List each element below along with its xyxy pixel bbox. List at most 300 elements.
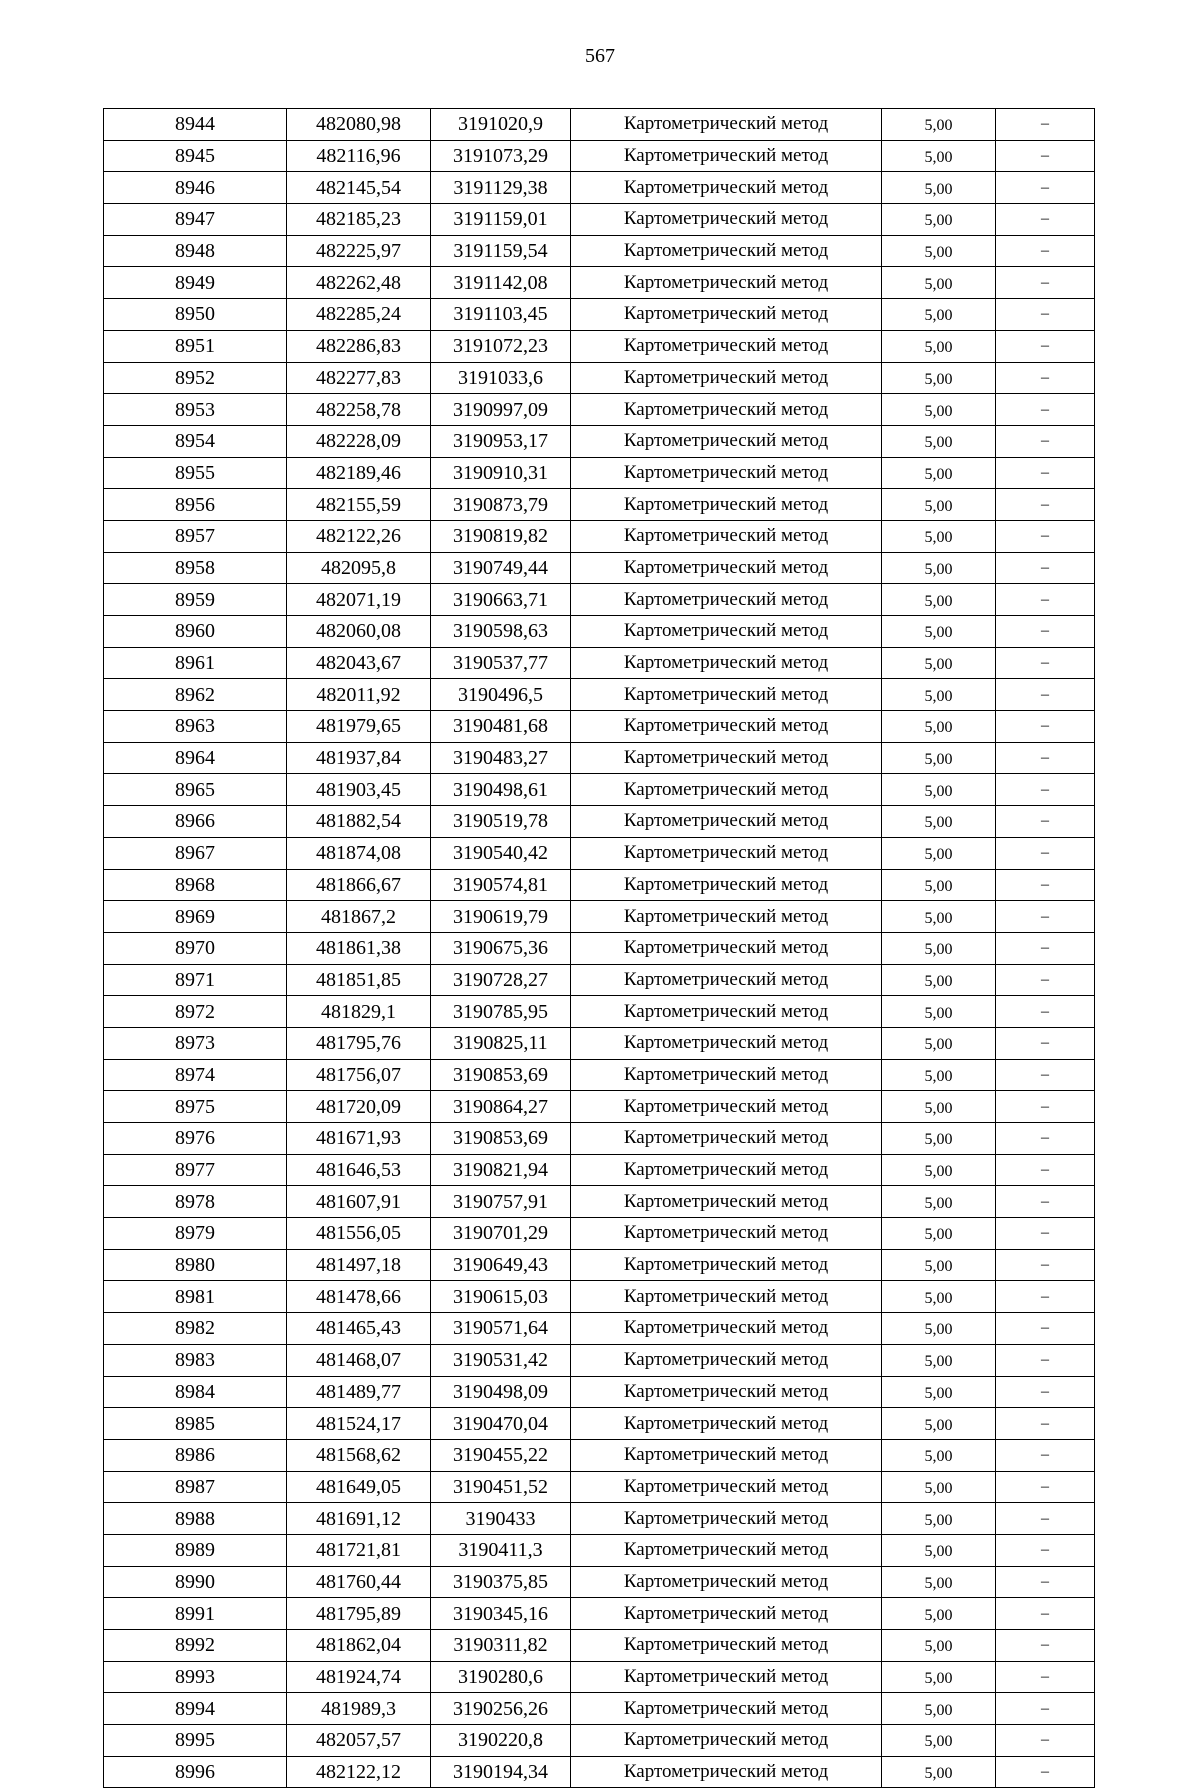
table-row [104, 1630, 1095, 1662]
note-cell: – [996, 1249, 1095, 1281]
point-number-cell: 8944 [104, 109, 287, 141]
note-cell: – [996, 520, 1095, 552]
y-coordinate-cell: 3190451,52 [431, 1471, 571, 1503]
y-coordinate-cell: 3190455,22 [431, 1439, 571, 1471]
x-coordinate-cell: 481568,62 [287, 1439, 431, 1471]
point-number-cell: 8965 [104, 774, 287, 806]
point-number-cell: 8962 [104, 679, 287, 711]
accuracy-cell: 5,00 [882, 1756, 996, 1788]
note-cell: – [996, 1471, 1095, 1503]
table-row [104, 140, 1095, 172]
accuracy-cell: 5,00 [882, 1154, 996, 1186]
method-cell: Картометрический метод [571, 1376, 882, 1408]
table-row [104, 267, 1095, 299]
table-row [104, 1154, 1095, 1186]
y-coordinate-cell: 3190749,44 [431, 552, 571, 584]
x-coordinate-cell: 481903,45 [287, 774, 431, 806]
accuracy-cell: 5,00 [882, 330, 996, 362]
note-cell: – [996, 1376, 1095, 1408]
y-coordinate-cell: 3190411,3 [431, 1534, 571, 1566]
note-cell: – [996, 172, 1095, 204]
note-cell: – [996, 1186, 1095, 1218]
method-cell: Картометрический метод [571, 394, 882, 426]
table-row [104, 1123, 1095, 1155]
accuracy-cell: 5,00 [882, 140, 996, 172]
x-coordinate-cell: 481829,1 [287, 996, 431, 1028]
y-coordinate-cell: 3191142,08 [431, 267, 571, 299]
note-cell: – [996, 394, 1095, 426]
x-coordinate-cell: 482258,78 [287, 394, 431, 426]
x-coordinate-cell: 481465,43 [287, 1313, 431, 1345]
note-cell: – [996, 330, 1095, 362]
accuracy-cell: 5,00 [882, 1091, 996, 1123]
accuracy-cell: 5,00 [882, 1566, 996, 1598]
table-row [104, 742, 1095, 774]
x-coordinate-cell: 481937,84 [287, 742, 431, 774]
method-cell: Картометрический метод [571, 1756, 882, 1788]
note-cell: – [996, 299, 1095, 331]
method-cell: Картометрический метод [571, 1249, 882, 1281]
table-row [104, 109, 1095, 141]
method-cell: Картометрический метод [571, 1661, 882, 1693]
x-coordinate-cell: 482185,23 [287, 204, 431, 236]
point-number-cell: 8996 [104, 1756, 287, 1788]
accuracy-cell: 5,00 [882, 1059, 996, 1091]
x-coordinate-cell: 482262,48 [287, 267, 431, 299]
accuracy-cell: 5,00 [882, 489, 996, 521]
point-number-cell: 8951 [104, 330, 287, 362]
note-cell: – [996, 457, 1095, 489]
x-coordinate-cell: 481862,04 [287, 1630, 431, 1662]
x-coordinate-cell: 482189,46 [287, 457, 431, 489]
x-coordinate-cell: 481556,05 [287, 1218, 431, 1250]
y-coordinate-cell: 3190825,11 [431, 1027, 571, 1059]
accuracy-cell: 5,00 [882, 616, 996, 648]
table-row [104, 1756, 1095, 1788]
coordinates-table [103, 108, 1095, 1788]
table-row [104, 837, 1095, 869]
method-cell: Картометрический метод [571, 1439, 882, 1471]
method-cell: Картометрический метод [571, 330, 882, 362]
x-coordinate-cell: 482122,26 [287, 520, 431, 552]
x-coordinate-cell: 481607,91 [287, 1186, 431, 1218]
x-coordinate-cell: 482057,57 [287, 1725, 431, 1757]
note-cell: – [996, 140, 1095, 172]
y-coordinate-cell: 3190519,78 [431, 806, 571, 838]
point-number-cell: 8959 [104, 584, 287, 616]
y-coordinate-cell: 3190433 [431, 1503, 571, 1535]
point-number-cell: 8984 [104, 1376, 287, 1408]
y-coordinate-cell: 3191033,6 [431, 362, 571, 394]
point-number-cell: 8950 [104, 299, 287, 331]
point-number-cell: 8973 [104, 1027, 287, 1059]
table-row [104, 1059, 1095, 1091]
point-number-cell: 8964 [104, 742, 287, 774]
point-number-cell: 8970 [104, 932, 287, 964]
accuracy-cell: 5,00 [882, 520, 996, 552]
note-cell: – [996, 901, 1095, 933]
accuracy-cell: 5,00 [882, 1218, 996, 1250]
point-number-cell: 8990 [104, 1566, 287, 1598]
x-coordinate-cell: 481721,81 [287, 1534, 431, 1566]
x-coordinate-cell: 481795,76 [287, 1027, 431, 1059]
table-row [104, 204, 1095, 236]
table-row [104, 299, 1095, 331]
y-coordinate-cell: 3191159,01 [431, 204, 571, 236]
point-number-cell: 8993 [104, 1661, 287, 1693]
y-coordinate-cell: 3190649,43 [431, 1249, 571, 1281]
note-cell: – [996, 1503, 1095, 1535]
table-row [104, 457, 1095, 489]
accuracy-cell: 5,00 [882, 679, 996, 711]
method-cell: Картометрический метод [571, 1059, 882, 1091]
method-cell: Картометрический метод [571, 647, 882, 679]
method-cell: Картометрический метод [571, 584, 882, 616]
point-number-cell: 8954 [104, 425, 287, 457]
accuracy-cell: 5,00 [882, 1503, 996, 1535]
point-number-cell: 8957 [104, 520, 287, 552]
y-coordinate-cell: 3190498,09 [431, 1376, 571, 1408]
table-row [104, 901, 1095, 933]
note-cell: – [996, 109, 1095, 141]
accuracy-cell: 5,00 [882, 1123, 996, 1155]
accuracy-cell: 5,00 [882, 235, 996, 267]
y-coordinate-cell: 3191072,23 [431, 330, 571, 362]
y-coordinate-cell: 3190853,69 [431, 1059, 571, 1091]
note-cell: – [996, 1281, 1095, 1313]
y-coordinate-cell: 3190481,68 [431, 711, 571, 743]
accuracy-cell: 5,00 [882, 109, 996, 141]
x-coordinate-cell: 481489,77 [287, 1376, 431, 1408]
point-number-cell: 8948 [104, 235, 287, 267]
point-number-cell: 8974 [104, 1059, 287, 1091]
table-row [104, 616, 1095, 648]
x-coordinate-cell: 481861,38 [287, 932, 431, 964]
point-number-cell: 8992 [104, 1630, 287, 1662]
method-cell: Картометрический метод [571, 1408, 882, 1440]
y-coordinate-cell: 3191129,38 [431, 172, 571, 204]
method-cell: Картометрический метод [571, 1630, 882, 1662]
accuracy-cell: 5,00 [882, 267, 996, 299]
note-cell: – [996, 1027, 1095, 1059]
note-cell: – [996, 1154, 1095, 1186]
x-coordinate-cell: 481468,07 [287, 1344, 431, 1376]
note-cell: – [996, 1534, 1095, 1566]
point-number-cell: 8986 [104, 1439, 287, 1471]
y-coordinate-cell: 3190910,31 [431, 457, 571, 489]
x-coordinate-cell: 482155,59 [287, 489, 431, 521]
point-number-cell: 8969 [104, 901, 287, 933]
y-coordinate-cell: 3190953,17 [431, 425, 571, 457]
note-cell: – [996, 1344, 1095, 1376]
method-cell: Картометрический метод [571, 1281, 882, 1313]
table-row [104, 425, 1095, 457]
accuracy-cell: 5,00 [882, 584, 996, 616]
method-cell: Картометрический метод [571, 964, 882, 996]
point-number-cell: 8983 [104, 1344, 287, 1376]
point-number-cell: 8982 [104, 1313, 287, 1345]
point-number-cell: 8945 [104, 140, 287, 172]
accuracy-cell: 5,00 [882, 869, 996, 901]
note-cell: – [996, 1756, 1095, 1788]
note-cell: – [996, 1630, 1095, 1662]
y-coordinate-cell: 3190311,82 [431, 1630, 571, 1662]
method-cell: Картометрический метод [571, 1027, 882, 1059]
note-cell: – [996, 1598, 1095, 1630]
y-coordinate-cell: 3191103,45 [431, 299, 571, 331]
note-cell: – [996, 1661, 1095, 1693]
point-number-cell: 8952 [104, 362, 287, 394]
table-row [104, 1249, 1095, 1281]
point-number-cell: 8978 [104, 1186, 287, 1218]
note-cell: – [996, 932, 1095, 964]
accuracy-cell: 5,00 [882, 362, 996, 394]
method-cell: Картометрический метод [571, 1123, 882, 1155]
note-cell: – [996, 204, 1095, 236]
y-coordinate-cell: 3190537,77 [431, 647, 571, 679]
method-cell: Картометрический метод [571, 267, 882, 299]
table-row [104, 1376, 1095, 1408]
x-coordinate-cell: 481478,66 [287, 1281, 431, 1313]
y-coordinate-cell: 3190496,5 [431, 679, 571, 711]
note-cell: – [996, 711, 1095, 743]
method-cell: Картометрический метод [571, 235, 882, 267]
method-cell: Картометрический метод [571, 109, 882, 141]
x-coordinate-cell: 481691,12 [287, 1503, 431, 1535]
accuracy-cell: 5,00 [882, 1249, 996, 1281]
y-coordinate-cell: 3190853,69 [431, 1123, 571, 1155]
y-coordinate-cell: 3190574,81 [431, 869, 571, 901]
method-cell: Картометрический метод [571, 711, 882, 743]
accuracy-cell: 5,00 [882, 1661, 996, 1693]
point-number-cell: 8953 [104, 394, 287, 426]
x-coordinate-cell: 481882,54 [287, 806, 431, 838]
table-row [104, 1503, 1095, 1535]
note-cell: – [996, 837, 1095, 869]
note-cell: – [996, 647, 1095, 679]
y-coordinate-cell: 3190470,04 [431, 1408, 571, 1440]
y-coordinate-cell: 3190619,79 [431, 901, 571, 933]
method-cell: Картометрический метод [571, 869, 882, 901]
accuracy-cell: 5,00 [882, 394, 996, 426]
x-coordinate-cell: 481851,85 [287, 964, 431, 996]
method-cell: Картометрический метод [571, 489, 882, 521]
accuracy-cell: 5,00 [882, 299, 996, 331]
table-row [104, 711, 1095, 743]
point-number-cell: 8967 [104, 837, 287, 869]
method-cell: Картометрический метод [571, 552, 882, 584]
x-coordinate-cell: 482225,97 [287, 235, 431, 267]
method-cell: Картометрический метод [571, 140, 882, 172]
x-coordinate-cell: 481671,93 [287, 1123, 431, 1155]
y-coordinate-cell: 3190256,26 [431, 1693, 571, 1725]
method-cell: Картометрический метод [571, 996, 882, 1028]
table-row [104, 1186, 1095, 1218]
accuracy-cell: 5,00 [882, 901, 996, 933]
x-coordinate-cell: 481924,74 [287, 1661, 431, 1693]
table-row [104, 996, 1095, 1028]
point-number-cell: 8972 [104, 996, 287, 1028]
point-number-cell: 8991 [104, 1598, 287, 1630]
method-cell: Картометрический метод [571, 932, 882, 964]
note-cell: – [996, 362, 1095, 394]
accuracy-cell: 5,00 [882, 204, 996, 236]
x-coordinate-cell: 481866,67 [287, 869, 431, 901]
method-cell: Картометрический метод [571, 1598, 882, 1630]
table-row [104, 1313, 1095, 1345]
note-cell: – [996, 1313, 1095, 1345]
point-number-cell: 8949 [104, 267, 287, 299]
accuracy-cell: 5,00 [882, 1693, 996, 1725]
point-number-cell: 8979 [104, 1218, 287, 1250]
point-number-cell: 8989 [104, 1534, 287, 1566]
method-cell: Картометрический метод [571, 1154, 882, 1186]
accuracy-cell: 5,00 [882, 1027, 996, 1059]
note-cell: – [996, 996, 1095, 1028]
note-cell: – [996, 235, 1095, 267]
method-cell: Картометрический метод [571, 299, 882, 331]
x-coordinate-cell: 481874,08 [287, 837, 431, 869]
table-row [104, 1725, 1095, 1757]
point-number-cell: 8988 [104, 1503, 287, 1535]
y-coordinate-cell: 3190663,71 [431, 584, 571, 616]
x-coordinate-cell: 481760,44 [287, 1566, 431, 1598]
table-row [104, 330, 1095, 362]
table-row [104, 1534, 1095, 1566]
method-cell: Картометрический метод [571, 837, 882, 869]
note-cell: – [996, 425, 1095, 457]
y-coordinate-cell: 3190345,16 [431, 1598, 571, 1630]
table-row [104, 584, 1095, 616]
accuracy-cell: 5,00 [882, 552, 996, 584]
x-coordinate-cell: 481756,07 [287, 1059, 431, 1091]
table-row [104, 235, 1095, 267]
y-coordinate-cell: 3190701,29 [431, 1218, 571, 1250]
accuracy-cell: 5,00 [882, 1376, 996, 1408]
x-coordinate-cell: 482095,8 [287, 552, 431, 584]
y-coordinate-cell: 3190375,85 [431, 1566, 571, 1598]
table-row [104, 1091, 1095, 1123]
y-coordinate-cell: 3190194,34 [431, 1756, 571, 1788]
table-row [104, 806, 1095, 838]
x-coordinate-cell: 481867,2 [287, 901, 431, 933]
point-number-cell: 8955 [104, 457, 287, 489]
method-cell: Картометрический метод [571, 1471, 882, 1503]
point-number-cell: 8956 [104, 489, 287, 521]
y-coordinate-cell: 3190598,63 [431, 616, 571, 648]
note-cell: – [996, 267, 1095, 299]
y-coordinate-cell: 3191159,54 [431, 235, 571, 267]
accuracy-cell: 5,00 [882, 1534, 996, 1566]
method-cell: Картометрический метод [571, 774, 882, 806]
method-cell: Картометрический метод [571, 901, 882, 933]
note-cell: – [996, 616, 1095, 648]
x-coordinate-cell: 481524,17 [287, 1408, 431, 1440]
accuracy-cell: 5,00 [882, 774, 996, 806]
accuracy-cell: 5,00 [882, 457, 996, 489]
table-row [104, 1027, 1095, 1059]
note-cell: – [996, 1693, 1095, 1725]
note-cell: – [996, 1218, 1095, 1250]
y-coordinate-cell: 3190757,91 [431, 1186, 571, 1218]
note-cell: – [996, 1059, 1095, 1091]
note-cell: – [996, 679, 1095, 711]
point-number-cell: 8975 [104, 1091, 287, 1123]
method-cell: Картометрический метод [571, 1693, 882, 1725]
x-coordinate-cell: 481497,18 [287, 1249, 431, 1281]
y-coordinate-cell: 3190785,95 [431, 996, 571, 1028]
y-coordinate-cell: 3190873,79 [431, 489, 571, 521]
note-cell: – [996, 1123, 1095, 1155]
point-number-cell: 8968 [104, 869, 287, 901]
accuracy-cell: 5,00 [882, 1598, 996, 1630]
method-cell: Картометрический метод [571, 172, 882, 204]
accuracy-cell: 5,00 [882, 837, 996, 869]
method-cell: Картометрический метод [571, 1186, 882, 1218]
accuracy-cell: 5,00 [882, 425, 996, 457]
table-row [104, 520, 1095, 552]
x-coordinate-cell: 481649,05 [287, 1471, 431, 1503]
y-coordinate-cell: 3190819,82 [431, 520, 571, 552]
x-coordinate-cell: 482080,98 [287, 109, 431, 141]
x-coordinate-cell: 481979,65 [287, 711, 431, 743]
table-row [104, 552, 1095, 584]
accuracy-cell: 5,00 [882, 1471, 996, 1503]
method-cell: Картометрический метод [571, 362, 882, 394]
accuracy-cell: 5,00 [882, 996, 996, 1028]
point-number-cell: 8946 [104, 172, 287, 204]
y-coordinate-cell: 3190531,42 [431, 1344, 571, 1376]
y-coordinate-cell: 3190997,09 [431, 394, 571, 426]
y-coordinate-cell: 3190675,36 [431, 932, 571, 964]
note-cell: – [996, 1439, 1095, 1471]
point-number-cell: 8971 [104, 964, 287, 996]
point-number-cell: 8976 [104, 1123, 287, 1155]
x-coordinate-cell: 481795,89 [287, 1598, 431, 1630]
accuracy-cell: 5,00 [882, 1439, 996, 1471]
method-cell: Картометрический метод [571, 616, 882, 648]
accuracy-cell: 5,00 [882, 964, 996, 996]
method-cell: Картометрический метод [571, 204, 882, 236]
point-number-cell: 8995 [104, 1725, 287, 1757]
point-number-cell: 8981 [104, 1281, 287, 1313]
table-row [104, 172, 1095, 204]
accuracy-cell: 5,00 [882, 172, 996, 204]
y-coordinate-cell: 3190280,6 [431, 1661, 571, 1693]
method-cell: Картометрический метод [571, 457, 882, 489]
note-cell: – [996, 806, 1095, 838]
point-number-cell: 8961 [104, 647, 287, 679]
y-coordinate-cell: 3190615,03 [431, 1281, 571, 1313]
table-row [104, 1471, 1095, 1503]
table-row [104, 1439, 1095, 1471]
note-cell: – [996, 1408, 1095, 1440]
point-number-cell: 8958 [104, 552, 287, 584]
note-cell: – [996, 742, 1095, 774]
note-cell: – [996, 774, 1095, 806]
method-cell: Картометрический метод [571, 1566, 882, 1598]
table-row [104, 679, 1095, 711]
note-cell: – [996, 964, 1095, 996]
x-coordinate-cell: 482071,19 [287, 584, 431, 616]
y-coordinate-cell: 3190498,61 [431, 774, 571, 806]
x-coordinate-cell: 481989,3 [287, 1693, 431, 1725]
y-coordinate-cell: 3190821,94 [431, 1154, 571, 1186]
y-coordinate-cell: 3191020,9 [431, 109, 571, 141]
table-row [104, 1344, 1095, 1376]
note-cell: – [996, 869, 1095, 901]
point-number-cell: 8980 [104, 1249, 287, 1281]
